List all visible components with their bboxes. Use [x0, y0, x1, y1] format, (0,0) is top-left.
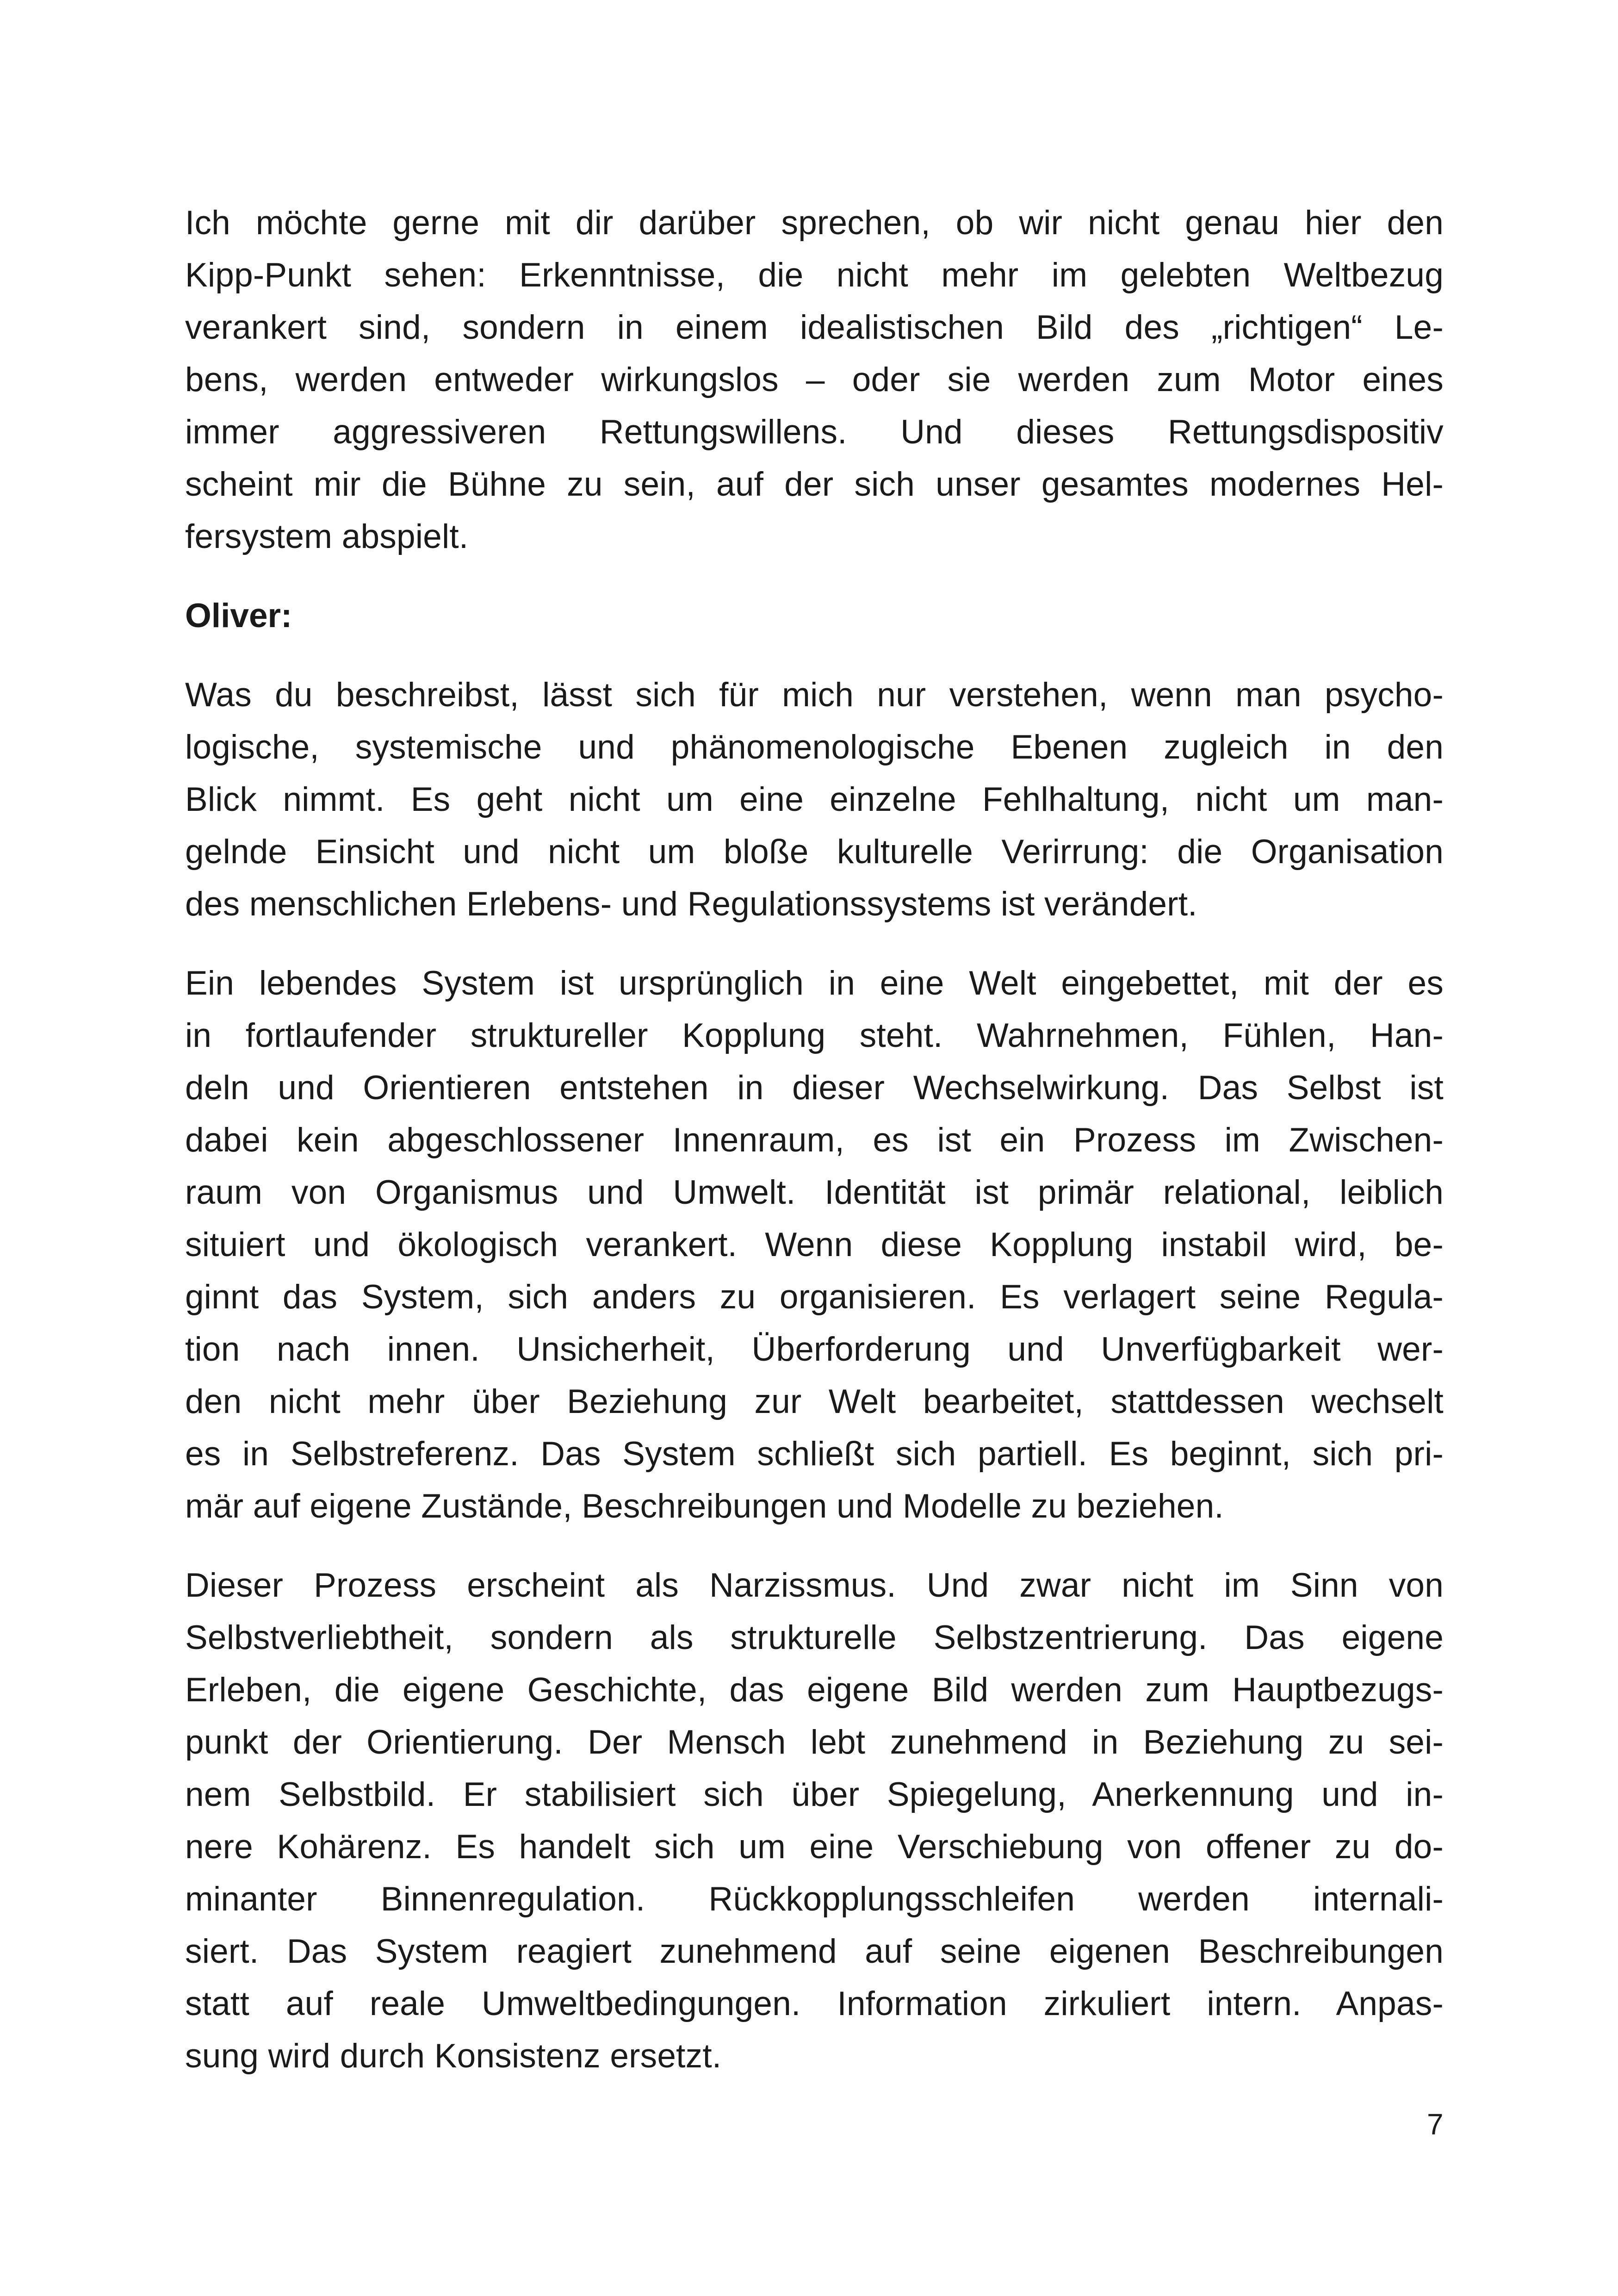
text-line: bens, werden entweder wirkungslos – oder sie werden zum Motor eines	[185, 361, 1444, 398]
text-line: Dieser Prozess erscheint als Narzissmus. Und zwar nicht im Sinn von	[185, 1567, 1444, 1604]
text-line: den nicht mehr über Beziehung zur Welt bearbeitet, stattdessen wechselt	[185, 1383, 1444, 1420]
text-line: tion nach innen. Unsicherheit, Überforderung und Unverfügbarkeit wer-	[185, 1331, 1444, 1368]
text-line: minanter Binnenregulation. Rückkopplungsschleifen werden internali-	[185, 1880, 1444, 1918]
speaker-label: Oliver:	[185, 597, 292, 635]
text-line: es in Selbstreferenz. Das System schließt sich partiell. Es beginnt, sich pri-	[185, 1435, 1444, 1473]
text-line: deln und Orientieren entstehen in dieser Wechselwirkung. Das Selbst ist	[185, 1069, 1444, 1107]
paragraph-intro	[185, 197, 1444, 563]
text-line: des menschlichen Erlebens- und Regulationssystems ist verändert.	[185, 885, 1197, 923]
text-line: fersystem abspielt.	[185, 518, 469, 555]
text-line: Ein lebendes System ist ursprünglich in eine Welt eingebettet, mit der es	[185, 964, 1444, 1002]
text-line: punkt der Orientierung. Der Mensch lebt zunehmend in Beziehung zu sei-	[185, 1724, 1444, 1761]
text-line: Ich möchte gerne mit dir darüber sprechen, ob wir nicht genau hier den	[185, 204, 1444, 242]
text-line: mär auf eigene Zustände, Beschreibungen und Modelle zu beziehen.	[185, 1487, 1224, 1525]
text-line: Blick nimmt. Es geht nicht um eine einzelne Fehlhaltung, nicht um man-	[185, 781, 1444, 818]
text-line: dabei kein abgeschlossener Innenraum, es ist ein Prozess im Zwischen-	[185, 1121, 1444, 1159]
paragraph-oliver-3	[185, 1559, 1444, 2082]
text-line: Selbstverliebtheit, sondern als strukturelle Selbstzentrierung. Das eigene	[185, 1619, 1444, 1656]
text-line: raum von Organismus und Umwelt. Identität ist primär relational, leiblich	[185, 1174, 1444, 1211]
paragraph-spacer	[185, 642, 1444, 669]
paragraph-oliver-1	[185, 669, 1444, 930]
paragraph-spacer	[185, 563, 1444, 590]
text-line: scheint mir die Bühne zu sein, auf der sich unser gesamtes modernes Hel-	[185, 466, 1444, 503]
text-line: Was du beschreibst, lässt sich für mich nur verstehen, wenn man psycho-	[185, 676, 1444, 714]
text-line: statt auf reale Umweltbedingungen. Information zirkuliert intern. Anpas-	[185, 1985, 1444, 2022]
paragraph-spacer	[185, 1532, 1444, 1559]
text-line: siert. Das System reagiert zunehmend auf seine eigenen Beschreibungen	[185, 1933, 1444, 1970]
text-line: immer aggressiveren Rettungswillens. Und dieses Rettungsdispositiv	[185, 413, 1444, 451]
paragraph-spacer	[185, 930, 1444, 957]
text-line: gelnde Einsicht und nicht um bloße kulturelle Verirrung: die Organisation	[185, 833, 1444, 871]
document-page	[185, 197, 1444, 2082]
text-line: nere Kohärenz. Es handelt sich um eine Verschiebung von offener zu do-	[185, 1828, 1444, 1866]
text-line: nem Selbstbild. Er stabilisiert sich über Spiegelung, Anerkennung und in-	[185, 1776, 1444, 1813]
text-line: Kipp-Punkt sehen: Erkenntnisse, die nicht mehr im gelebten Weltbezug	[185, 256, 1444, 294]
text-line: situiert und ökologisch verankert. Wenn diese Kopplung instabil wird, be-	[185, 1226, 1444, 1263]
text-line: logische, systemische und phänomenologische Ebenen zugleich in den	[185, 728, 1444, 766]
paragraph-oliver-2	[185, 957, 1444, 1532]
text-line: verankert sind, sondern in einem idealistischen Bild des „richtigen“ Le-	[185, 309, 1444, 346]
page-number: 7	[1427, 2108, 1444, 2141]
text-line: Erleben, die eigene Geschichte, das eigene Bild werden zum Hauptbezugs-	[185, 1671, 1444, 1709]
text-line: sung wird durch Konsistenz ersetzt.	[185, 2037, 722, 2075]
text-line: ginnt das System, sich anders zu organisieren. Es verlagert seine Regula-	[185, 1278, 1444, 1316]
text-line: in fortlaufender struktureller Kopplung steht. Wahrnehmen, Fühlen, Han-	[185, 1017, 1444, 1054]
